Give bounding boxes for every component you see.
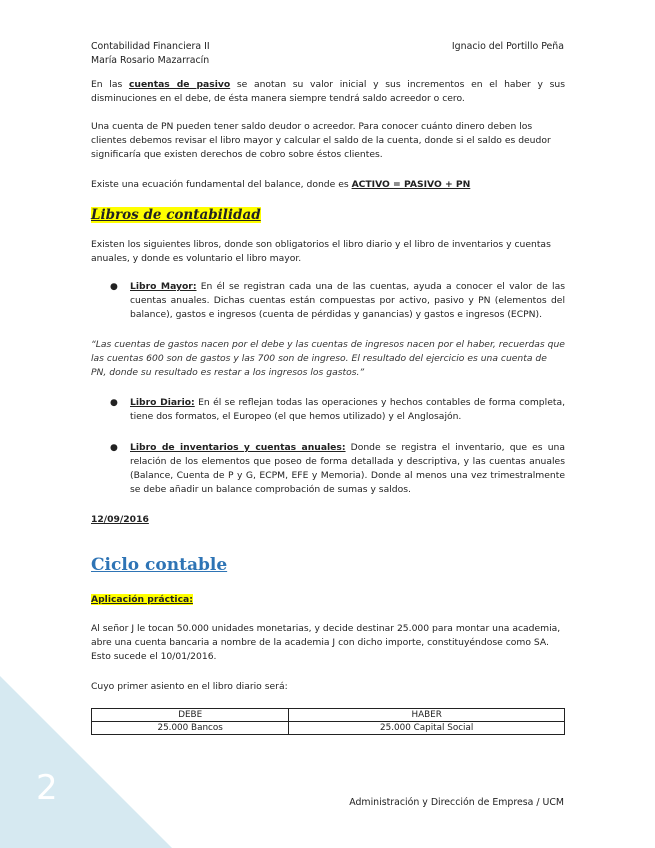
paragraph-libros-intro: Existen los siguientes libros, donde son obligatorios el libro diario y el libro de inventarios y cuentas anuales, y donde es voluntario el libro mayor.	[91, 239, 551, 264]
footer-text: Administración y Dirección de Empresa / UCM	[349, 797, 564, 808]
paragraph-primer-asiento: Cuyo primer asiento en el libro diario será:	[91, 681, 288, 692]
quote-gastos-ingresos: “Las cuentas de gastos nacen por el debe y las cuentas de ingresos nacen por el haber, recuerdas que las cuentas 600 son de gastos y las 700 son de ingreso. El resultado del ejercicio es una cuenta de PN, donde su resultado es restar a los ingresos los gastos.”	[91, 339, 565, 378]
header-debe: DEBE	[92, 709, 289, 722]
bullet-libro-diario: Libro Diario: En él se reflejan todas las operaciones y hechos contables de forma completa, tiene dos formatos, el Europeo (el que hemos utilizado) y el Anglosajón.	[130, 397, 565, 422]
author-name-1: Ignacio del Portillo Peña	[451, 41, 564, 52]
balance-equation: ACTIVO = PASIVO + PN	[351, 179, 471, 190]
paragraph-pn: Una cuenta de PN pueden tener saldo deudor o acreedor. Para conocer cuánto dinero deben los clientes debemos revisar el libro mayor y calcular el saldo de la cuenta, donde si el saldo es deudor significaría que existen derechos de cobro sobre éstos clientes.	[91, 121, 551, 160]
bullet-icon: ●	[110, 443, 118, 453]
heading-libros: Libros de contabilidad	[91, 207, 261, 223]
header-left	[91, 40, 210, 68]
author-name-2: María Rosario Mazarracín	[91, 55, 210, 66]
table-header-row	[92, 709, 565, 722]
cell-haber: 25.000 Capital Social	[289, 722, 565, 735]
paragraph-senor-j: Al señor J le tocan 50.000 unidades monetarias, y decide destinar 25.000 para montar una academia, abre una cuenta bancaria a nombre de la academia J con dicho importe, constituyéndose como SA. Esto sucede el 10/01/2016.	[91, 623, 561, 662]
bullet-icon: ●	[110, 282, 118, 292]
table-row	[92, 722, 565, 735]
journal-entry-table	[91, 708, 565, 735]
page-number: 2	[36, 768, 58, 808]
bullet-icon: ●	[110, 398, 118, 408]
course-title: Contabilidad Financiera II	[91, 41, 210, 52]
header-haber: HABER	[289, 709, 565, 722]
cell-debe: 25.000 Bancos	[92, 722, 289, 735]
subheading-aplicacion: Aplicación práctica:	[91, 594, 193, 605]
bullet-libro-inventarios: Libro de inventarios y cuentas anuales: Donde se registra el inventario, que es una relación de los elementos que poseo de forma detallada y descriptiva, y las cuentas anuales (Balance, Cuenta de P y G, ECPM, EFE y Memoria). Donde al menos una vez trimestralmente se debe añadir un balance comprobación de sumas y saldos.	[130, 442, 565, 495]
paragraph-ecuacion: Existe una ecuación fundamental del balance, donde es ACTIVO = PASIVO + PN	[91, 179, 471, 190]
term-cuentas-pasivo: cuentas de pasivo	[128, 79, 231, 90]
date-label: 12/09/2016	[91, 514, 149, 525]
heading-ciclo-contable: Ciclo contable	[91, 555, 228, 575]
bullet-libro-mayor: Libro Mayor: En él se registran cada una de las cuentas, ayuda a conocer el valor de las cuentas anuales. Dichas cuentas están compuestas por activo, pasivo y PN (elementos del balance), gastos e ingresos (cuenta de pérdidas y ganancias) y gastos e ingresos (ECPN).	[130, 281, 566, 320]
paragraph-pasivo: En las cuentas de pasivo se anotan su valor inicial y sus incrementos en el haber y sus disminuciones en el debe, de ésta manera siempre tendrá saldo acreedor o cero.	[91, 79, 565, 104]
